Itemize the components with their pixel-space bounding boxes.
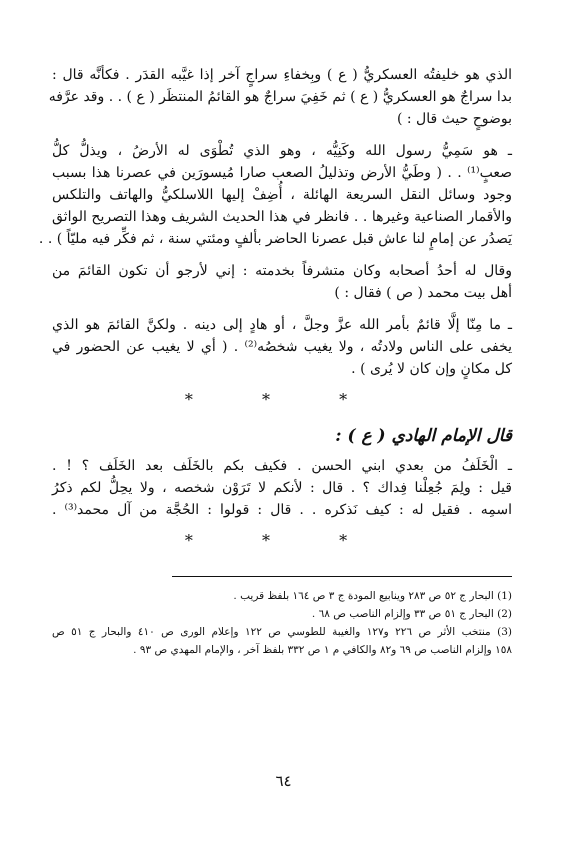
section-separator: * * *: [184, 531, 380, 550]
text-line: يخفى على الناس ولادتُه ، ولا يغيب شخصُه⁽²⁾ . ( أي لا يغيب عن الحضور في: [52, 339, 512, 355]
text-line: ـ هو سَمِيُّ رسول الله وكَنِيُّه ، وهو الذي تُطْوَى له الأرضُ ، ويذلُّ كلُّ: [52, 143, 512, 159]
text-line: ـ ما مِنّا إلَّا قائمٌ بأمر الله عزَّ وجلَّ ، أو هادٍ إلى دينه . ولكنَّ القائمَ هو الذي: [52, 317, 512, 333]
footnote: (3) منتخب الأثر ص ٢٢٦ و١٢٧ والغيبة للطوسي ص ١٢٢ وإعلام الورى ص ٤١٠ والبحار ج ٥١ ص: [52, 626, 512, 638]
section-separator: * * *: [184, 390, 380, 409]
text-line: بدا سراجٌ هو العسكريُّ ( ع ) ثم خَفِيَ سراجٌ هو القائمُ المنتظَر ( ع ) . . وقد عرَّفه: [48, 89, 512, 105]
section-heading: قال الإمام الهادي ( ع ) :: [335, 426, 512, 446]
text-line: وقال له أحدُ أصحابه وكان متشرفاً بخدمته : إني لأرجو أن تكون القائمَ من: [52, 263, 512, 279]
page-body: [38, 64, 512, 659]
text-line: اسمِه . فقيل له : كيف نَذكره . . قال : قولوا : الحُجَّة من آل محمد⁽³⁾ .: [52, 502, 512, 518]
paragraph-1: [48, 64, 512, 130]
text-line: صعبٍ⁽¹⁾ . . ( وطَيُّ الأرض وتذليلُ الصعب صارا مُيسورَين في عصرنا هذا بسبب: [52, 165, 512, 181]
paragraph-2: [38, 140, 512, 250]
footnote-divider: [172, 576, 512, 577]
paragraph-5: [52, 455, 512, 521]
footnotes: [52, 587, 512, 659]
text-line: قيل : ولِمَ جُعِلْنا فِداك ؟ . قال : لأنكم لا تَرَوْن شخصه ، ولا يحِلُّ لكم ذكرُ: [52, 480, 512, 496]
text-line: أهل بيت محمد ( ص ) فقال : ): [334, 285, 512, 301]
text-line: يَصدُر عن إمامٍ لنا عاش قبل عصرنا الحاضر بألفٍ ومئتي سنة ، ثم فكِّر فيه مليّاً ) . .: [38, 231, 512, 247]
text-line: ـ الْخَلَفُ من بعدي ابني الحسن . فكيف بكم بالخَلَف بعد الخَلَف ؟ ! .: [52, 458, 512, 474]
text-line: وجود وسائل النقل السريعة الهائلة ، أُضِفْ إليها اللاسلكيُّ والهاتف والتلكس: [52, 187, 512, 203]
text-line: والأقمار الصناعية وغيرها . . فانظر في هذا الحديث الشريف وهذا التصريح الواثق: [52, 209, 512, 225]
footnote: ١٥٨ وإلزام الناصب ص ٦٩ و٨٢ والكافي م ١ ص ٣٣٢ بلفظ آخر ، والإمام المهدي ص ٩٣ .: [133, 644, 512, 656]
text-line: الذي هو خليفتُه العسكريُّ ( ع ) وبِخفاءِ سراجٍ آخر إذا غيَّبه القدَر . فكأنَّه قال :: [52, 67, 512, 83]
footnote: (2) البحار ج ٥١ ص ٣٣ وإلزام الناصب ص ٦٨ .: [311, 608, 512, 620]
text-line: كل مكانٍ وإن كان لا يُرى ) .: [351, 361, 512, 377]
paragraph-4: [52, 314, 512, 380]
paragraph-3: [52, 260, 512, 304]
text-line: بوضوحٍ حيث قال : ): [396, 111, 512, 127]
page-number: ٦٤: [275, 772, 292, 790]
footnote: (1) البحار ج ٥٢ ص ٢٨٣ وينابيع المودة ج ٣ ص ١٦٤ بلفظ قريب .: [233, 590, 512, 602]
